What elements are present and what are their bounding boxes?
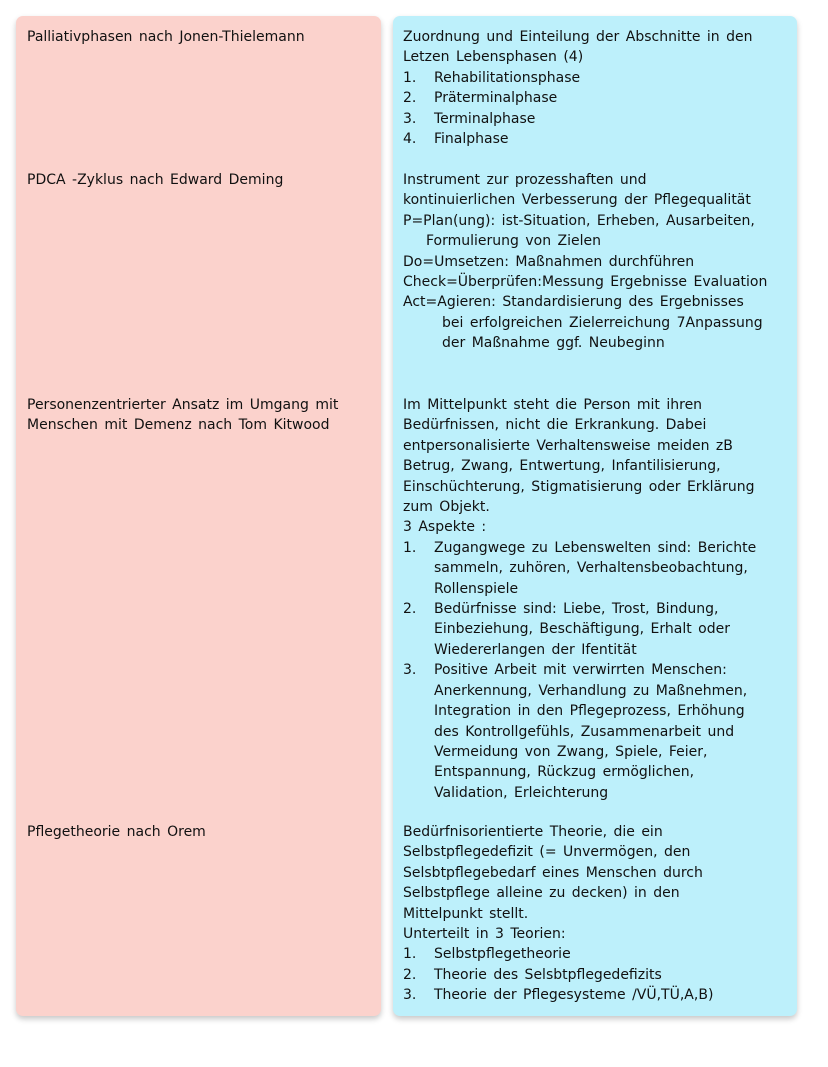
- definition-line: Bedürfnissen, nicht die Erkrankung. Dabei: [403, 417, 707, 434]
- definition-pdca-zyklus: [403, 170, 793, 354]
- list-item-line: Vermeidung von Zwang, Spiele, Feier,: [434, 743, 708, 760]
- definition-personenzentrierter-ansatz: [403, 395, 793, 803]
- list-item: [403, 944, 793, 964]
- term-line: Palliativphasen nach Jonen-Thielemann: [27, 29, 305, 45]
- definition-line: Betrug, Zwang, Entwertung, Infantilisierung,: [403, 458, 721, 475]
- list-item-line: Anerkennung, Verhandlung zu Maßnehmen,: [434, 682, 748, 699]
- definition-line: entpersonalisierte Verhaltensweise meiden zB: [403, 437, 733, 454]
- list-item-line: Rehabilitationsphase: [434, 69, 581, 86]
- list-item-line: Zugangwege zu Lebenswelten sind: Berichte: [434, 539, 757, 556]
- list-item: [403, 985, 793, 1005]
- definition-palliativphasen: [403, 27, 793, 149]
- list-number: 3.: [403, 110, 417, 127]
- definition-line: Selbstpflege alleine zu decken) in den: [403, 885, 680, 902]
- list-item-line: Entspannung, Rückzug ermöglichen,: [434, 764, 695, 781]
- list-number: 4.: [403, 131, 417, 148]
- list-item-line: Rollenspiele: [434, 580, 519, 597]
- definition-line: Selsbtpflegebedarf eines Menschen durch: [403, 864, 703, 881]
- list-item: [403, 109, 793, 129]
- numbered-list: [403, 538, 793, 803]
- list-item: [403, 68, 793, 88]
- numbered-list: [403, 944, 793, 1005]
- list-item-line: Positive Arbeit mit verwirrten Menschen:: [434, 662, 727, 679]
- definition-line: P=Plan(ung): ist-Situation, Erheben, Ausarbeiten,: [403, 212, 755, 229]
- list-item-line: Finalphase: [434, 131, 509, 148]
- list-item-line: Selbstpflegetheorie: [434, 946, 571, 963]
- list-item: [403, 129, 793, 149]
- definition-line: bei erfolgreichen Zielerreichung 7Anpassung: [442, 314, 763, 331]
- list-item-line: Einbeziehung, Beschäftigung, Erhalt oder: [434, 621, 730, 638]
- list-number: 1.: [403, 539, 417, 556]
- definition-pflegetheorie-orem: [403, 822, 793, 1006]
- definition-line: zum Objekt.: [403, 499, 490, 516]
- term-line: Menschen mit Demenz nach Tom Kitwood: [27, 417, 330, 434]
- terms-panel: [16, 16, 381, 1016]
- definition-line: Act=Agieren: Standardisierung des Ergebnisses: [403, 294, 744, 311]
- list-item: [403, 599, 793, 660]
- definition-line: Mittelpunkt stellt.: [403, 905, 529, 922]
- term-line: Pflegetheorie nach Orem: [27, 824, 206, 840]
- list-number: 1.: [403, 69, 417, 86]
- numbered-list: [403, 68, 793, 150]
- term-line: Personenzentrierter Ansatz im Umgang mit: [27, 397, 339, 413]
- list-item-line: Präterminalphase: [434, 90, 558, 107]
- term-line: PDCA -Zyklus nach Edward Deming: [27, 172, 284, 188]
- definition-line: Check=Überprüfen:Messung Ergebnisse Evaluation: [403, 274, 768, 291]
- list-number: 3.: [403, 662, 417, 679]
- definition-line: Bedürfnisorientierte Theorie, die ein: [403, 824, 663, 840]
- definition-line: Letzen Lebensphasen (4): [403, 49, 584, 66]
- list-number: 1.: [403, 946, 417, 963]
- definition-line: Unterteilt in 3 Teorien:: [403, 926, 566, 943]
- definition-line: Selbstpflegedefizit (= Unvermögen, den: [403, 844, 691, 861]
- list-number: 2.: [403, 601, 417, 618]
- term-personenzentrierter-ansatz: [27, 395, 372, 436]
- list-item: [403, 660, 793, 803]
- list-item-line: Validation, Erleichterung: [434, 784, 609, 801]
- list-number: 2.: [403, 966, 417, 983]
- list-item-line: Theorie des Selsbtpflegedefizits: [434, 966, 662, 983]
- list-item-line: Integration in den Pflegeprozess, Erhöhung: [434, 703, 745, 720]
- list-number: 3.: [403, 987, 417, 1004]
- list-item: [403, 538, 793, 599]
- definition-line: Instrument zur prozesshaften und: [403, 172, 647, 188]
- definition-line: 3 Aspekte :: [403, 519, 487, 536]
- list-item-line: Terminalphase: [434, 110, 536, 127]
- definition-line: Zuordnung und Einteilung der Abschnitte in den: [403, 29, 753, 45]
- definition-line: Einschüchterung, Stigmatisierung oder Erklärung: [403, 478, 755, 495]
- list-item: [403, 965, 793, 985]
- definition-line: Do=Umsetzen: Maßnahmen durchführen: [403, 253, 695, 270]
- term-pflegetheorie-orem: [27, 822, 372, 842]
- list-item-line: Wiedererlangen der Ifentität: [434, 641, 637, 658]
- list-item-line: Theorie der Pflegesysteme /VÜ,TÜ,A,B): [434, 987, 714, 1004]
- term-pdca-zyklus: [27, 170, 372, 190]
- list-number: 2.: [403, 90, 417, 107]
- definition-line: Im Mittelpunkt steht die Person mit ihren: [403, 397, 703, 413]
- term-palliativphasen: [27, 27, 372, 47]
- list-item: [403, 88, 793, 108]
- list-item-line: des Kontrollgefühls, Zusammenarbeit und: [434, 723, 735, 740]
- definition-line: kontinuierlichen Verbesserung der Pflegequalität: [403, 192, 751, 209]
- list-item-line: Bedürfnisse sind: Liebe, Trost, Bindung,: [434, 601, 719, 618]
- list-item-line: sammeln, zuhören, Verhaltensbeobachtung,: [434, 560, 748, 577]
- definition-line: Formulierung von Zielen: [426, 233, 602, 250]
- definition-line: der Maßnahme ggf. Neubeginn: [442, 335, 665, 352]
